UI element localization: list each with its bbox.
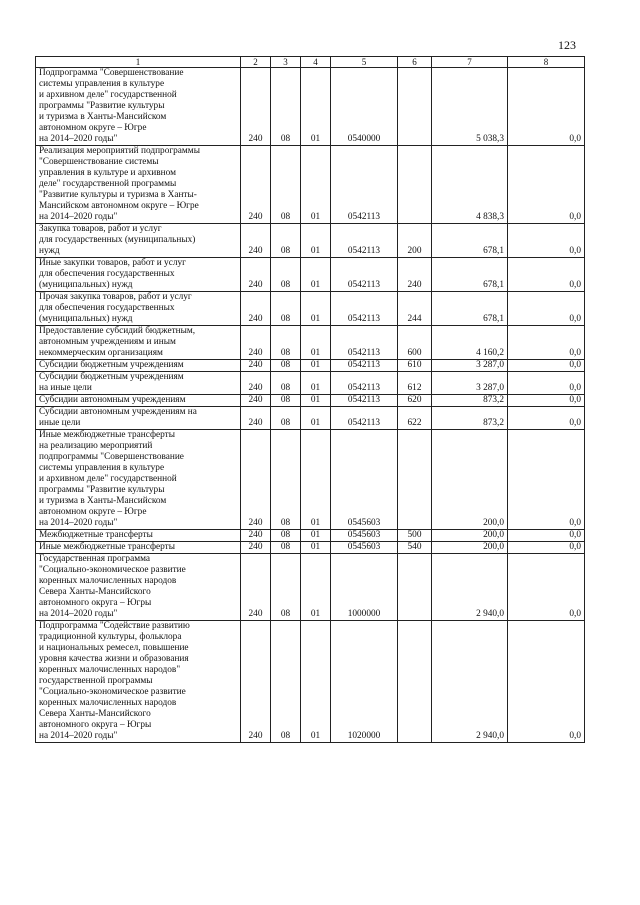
cell-target-article: 0542113 — [331, 372, 398, 395]
cell-amount: 678,1 — [432, 224, 508, 258]
cell-expense-type — [398, 621, 432, 743]
cell-target-article: 0542113 — [331, 258, 398, 292]
cell-target-article: 0542113 — [331, 395, 398, 407]
cell-target-article: 0545603 — [331, 542, 398, 554]
table-row — [36, 530, 585, 542]
cell-section: 08 — [271, 554, 301, 621]
cell-expense-type: 500 — [398, 530, 432, 542]
row-name: Иные межбюджетные трансферты на реализацию мероприятий подпрограммы "Совершенствование системы управления в культуре и архивном деле" государственной программы "Развитие культуры и туризма в Ханты-Мансийском автономном округе – Югре на 2014–2020 годы" — [36, 430, 241, 530]
cell-amount-extra: 0,0 — [508, 258, 585, 292]
cell-section: 08 — [271, 360, 301, 372]
row-name: Субсидии автономным учреждениям на иные цели — [36, 407, 241, 430]
cell-subsection: 01 — [301, 258, 331, 292]
column-header: 8 — [508, 57, 585, 68]
cell-expense-type — [398, 554, 432, 621]
cell-target-article: 0542113 — [331, 407, 398, 430]
cell-admin-code: 240 — [241, 360, 271, 372]
row-name: Подпрограмма "Совершенствование системы управления в культуре и архивном деле" государственной программы "Развитие культуры и туризма в Ханты-Мансийском автономном округе – Югре на 2014–2020 годы" — [36, 68, 241, 146]
cell-target-article: 0542113 — [331, 146, 398, 224]
cell-expense-type: 620 — [398, 395, 432, 407]
cell-section: 08 — [271, 68, 301, 146]
cell-amount-extra: 0,0 — [508, 621, 585, 743]
cell-admin-code: 240 — [241, 530, 271, 542]
cell-amount: 2 940,0 — [432, 621, 508, 743]
cell-subsection: 01 — [301, 360, 331, 372]
cell-subsection: 01 — [301, 395, 331, 407]
cell-section: 08 — [271, 258, 301, 292]
cell-amount-extra: 0,0 — [508, 326, 585, 360]
row-name: Межбюджетные трансферты — [36, 530, 241, 542]
cell-section: 08 — [271, 430, 301, 530]
column-header: 3 — [271, 57, 301, 68]
cell-admin-code: 240 — [241, 68, 271, 146]
cell-amount: 3 287,0 — [432, 372, 508, 395]
cell-admin-code: 240 — [241, 326, 271, 360]
cell-subsection: 01 — [301, 430, 331, 530]
column-header: 5 — [331, 57, 398, 68]
cell-amount: 200,0 — [432, 430, 508, 530]
row-name: Иные закупки товаров, работ и услуг для обеспечения государственных (муниципальных) нужд — [36, 258, 241, 292]
cell-subsection: 01 — [301, 224, 331, 258]
cell-expense-type: 200 — [398, 224, 432, 258]
cell-target-article: 0542113 — [331, 224, 398, 258]
row-name: Субсидии бюджетным учреждениям — [36, 360, 241, 372]
cell-amount-extra: 0,0 — [508, 372, 585, 395]
cell-expense-type — [398, 430, 432, 530]
cell-target-article: 1000000 — [331, 554, 398, 621]
cell-amount-extra: 0,0 — [508, 430, 585, 530]
cell-admin-code: 240 — [241, 224, 271, 258]
row-name: Закупка товаров, работ и услуг для государственных (муниципальных) нужд — [36, 224, 241, 258]
cell-section: 08 — [271, 292, 301, 326]
table-row — [36, 407, 585, 430]
cell-admin-code: 240 — [241, 395, 271, 407]
cell-amount: 873,2 — [432, 395, 508, 407]
cell-amount: 2 940,0 — [432, 554, 508, 621]
cell-section: 08 — [271, 542, 301, 554]
cell-expense-type: 540 — [398, 542, 432, 554]
cell-subsection: 01 — [301, 68, 331, 146]
cell-amount: 4 160,2 — [432, 326, 508, 360]
cell-target-article: 0545603 — [331, 530, 398, 542]
cell-amount-extra: 0,0 — [508, 146, 585, 224]
cell-amount-extra: 0,0 — [508, 395, 585, 407]
row-name: Реализация мероприятий подпрограммы "Совершенствование системы управления в культуре и архивном деле" государственной программы "Развитие культуры и туризма в Ханты- Мансийском автономном округе – Югре на 2014–2020 годы" — [36, 146, 241, 224]
column-header: 6 — [398, 57, 432, 68]
cell-amount: 200,0 — [432, 542, 508, 554]
cell-subsection: 01 — [301, 146, 331, 224]
cell-section: 08 — [271, 372, 301, 395]
cell-amount: 678,1 — [432, 258, 508, 292]
cell-amount-extra: 0,0 — [508, 224, 585, 258]
cell-amount-extra: 0,0 — [508, 407, 585, 430]
cell-expense-type: 600 — [398, 326, 432, 360]
cell-amount: 678,1 — [432, 292, 508, 326]
cell-amount: 5 038,3 — [432, 68, 508, 146]
cell-admin-code: 240 — [241, 258, 271, 292]
cell-expense-type: 244 — [398, 292, 432, 326]
cell-admin-code: 240 — [241, 542, 271, 554]
cell-subsection: 01 — [301, 554, 331, 621]
table-row — [36, 326, 585, 360]
cell-expense-type — [398, 146, 432, 224]
cell-admin-code: 240 — [241, 554, 271, 621]
cell-expense-type: 622 — [398, 407, 432, 430]
row-name: Иные межбюджетные трансферты — [36, 542, 241, 554]
cell-section: 08 — [271, 224, 301, 258]
page-number: 123 — [558, 38, 576, 52]
column-header: 7 — [432, 57, 508, 68]
table-row — [36, 395, 585, 407]
row-name: Подпрограмма "Содействие развитию традиционной культуры, фольклора и национальных ремесел, повышение уровня качества жизни и образования коренных малочисленных народов" государственной программы "Социально-экономическое развитие коренных малочисленных народов Севера Ханты-Мансийского автономного округа – Югры на 2014–2020 годы" — [36, 621, 241, 743]
cell-admin-code: 240 — [241, 407, 271, 430]
table-row — [36, 542, 585, 554]
column-header: 1 — [36, 57, 241, 68]
cell-expense-type: 612 — [398, 372, 432, 395]
cell-section: 08 — [271, 326, 301, 360]
table-row — [36, 224, 585, 258]
cell-amount-extra: 0,0 — [508, 530, 585, 542]
row-name: Субсидии бюджетным учреждениям на иные цели — [36, 372, 241, 395]
cell-section: 08 — [271, 530, 301, 542]
table-row — [36, 258, 585, 292]
cell-section: 08 — [271, 621, 301, 743]
cell-amount-extra: 0,0 — [508, 292, 585, 326]
table-header-row — [36, 57, 585, 68]
cell-section: 08 — [271, 395, 301, 407]
cell-target-article: 0542113 — [331, 292, 398, 326]
cell-section: 08 — [271, 146, 301, 224]
column-header: 4 — [301, 57, 331, 68]
cell-expense-type — [398, 68, 432, 146]
cell-amount: 200,0 — [432, 530, 508, 542]
table-row — [36, 68, 585, 146]
cell-target-article: 0542113 — [331, 360, 398, 372]
row-name: Прочая закупка товаров, работ и услуг для обеспечения государственных (муниципальных) нужд — [36, 292, 241, 326]
row-name: Государственная программа "Социально-экономическое развитие коренных малочисленных народов Севера Ханты-Мансийского автономного округа – Югры на 2014–2020 годы" — [36, 554, 241, 621]
cell-admin-code: 240 — [241, 621, 271, 743]
cell-target-article: 0545603 — [331, 430, 398, 530]
cell-subsection: 01 — [301, 326, 331, 360]
row-name: Субсидии автономным учреждениям — [36, 395, 241, 407]
cell-admin-code: 240 — [241, 430, 271, 530]
cell-subsection: 01 — [301, 407, 331, 430]
table-row — [36, 146, 585, 224]
row-name: Предоставление субсидий бюджетным, автономным учреждениям и иным некоммерческим организациям — [36, 326, 241, 360]
cell-amount-extra: 0,0 — [508, 68, 585, 146]
cell-admin-code: 240 — [241, 372, 271, 395]
cell-amount: 4 838,3 — [432, 146, 508, 224]
table-row — [36, 292, 585, 326]
cell-expense-type: 240 — [398, 258, 432, 292]
cell-amount-extra: 0,0 — [508, 554, 585, 621]
cell-subsection: 01 — [301, 621, 331, 743]
cell-subsection: 01 — [301, 542, 331, 554]
table-row — [36, 621, 585, 743]
cell-admin-code: 240 — [241, 292, 271, 326]
cell-expense-type: 610 — [398, 360, 432, 372]
table-row — [36, 372, 585, 395]
cell-amount: 3 287,0 — [432, 360, 508, 372]
column-header: 2 — [241, 57, 271, 68]
cell-section: 08 — [271, 407, 301, 430]
table-row — [36, 554, 585, 621]
cell-subsection: 01 — [301, 292, 331, 326]
cell-target-article: 0542113 — [331, 326, 398, 360]
cell-amount: 873,2 — [432, 407, 508, 430]
cell-amount-extra: 0,0 — [508, 360, 585, 372]
budget-table — [35, 56, 585, 743]
cell-target-article: 0540000 — [331, 68, 398, 146]
cell-admin-code: 240 — [241, 146, 271, 224]
cell-subsection: 01 — [301, 372, 331, 395]
table-row — [36, 360, 585, 372]
cell-target-article: 1020000 — [331, 621, 398, 743]
cell-amount-extra: 0,0 — [508, 542, 585, 554]
table-row — [36, 430, 585, 530]
cell-subsection: 01 — [301, 530, 331, 542]
